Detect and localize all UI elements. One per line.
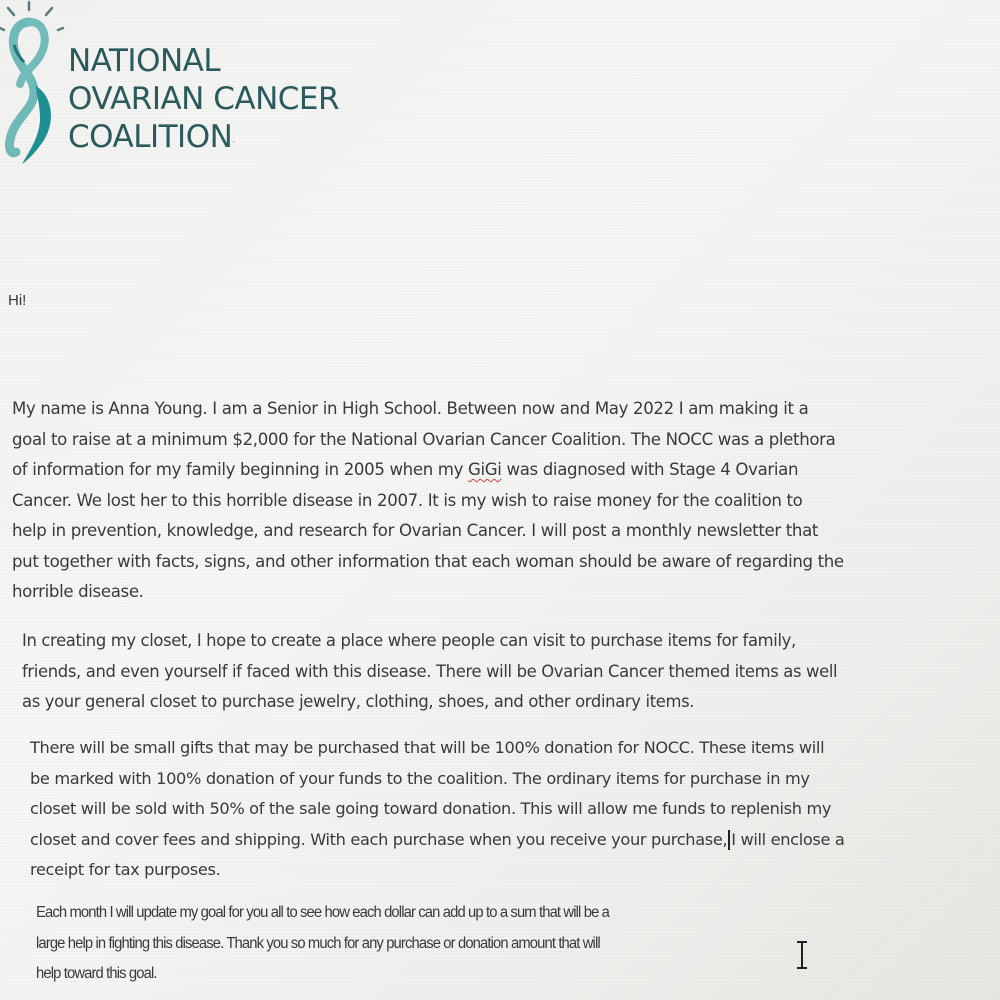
text-line: large help in fighting this disease. Thank you so much for any purchase or donation amount that will xyxy=(36,934,600,952)
nocc-logo xyxy=(0,0,380,170)
misspelled-word[interactable]: GiGi xyxy=(468,460,502,479)
paragraph-intro xyxy=(12,394,844,608)
text-line: Each month I will update my goal for you all to see how each dollar can add up to a sum that will be a xyxy=(36,904,610,921)
text-line: My name is Anna Young. I am a Senior in High School. Between now and May 2022 I am making it a xyxy=(12,399,809,418)
paragraph-monthly-goal xyxy=(36,898,609,990)
text-line: In creating my closet, I hope to create a place where people can visit to purchase items for family, xyxy=(22,631,796,650)
text-line xyxy=(12,455,844,486)
text-line xyxy=(30,825,844,856)
org-name-line2: OVARIAN CANCER xyxy=(68,81,340,117)
paragraph-closet xyxy=(22,626,837,718)
org-name xyxy=(68,42,339,156)
text-caret xyxy=(728,830,730,850)
greeting: Hi! xyxy=(8,292,27,309)
text-line-end: was diagnosed with Stage 4 Ovarian xyxy=(501,460,799,479)
text-line-start: closet and cover fees and shipping. With each purchase when you receive your purchase, xyxy=(30,829,728,849)
text-line: help toward this goal. xyxy=(36,965,157,982)
text-line: Cancer. We lost her to this horrible disease in 2007. It is my wish to raise money for the coalition to xyxy=(12,490,803,510)
text-line-start: of information for my family beginning in 2005 when my xyxy=(12,460,469,479)
text-line: friends, and even yourself if faced with this disease. There will be Ovarian Cancer themed items as well xyxy=(22,661,838,681)
text-line: put together with facts, signs, and other information that each woman should be aware of regarding the xyxy=(12,551,844,571)
text-line: receipt for tax purposes. xyxy=(30,860,221,879)
teal-ribbon-icon xyxy=(0,0,70,170)
text-line: closet will be sold with 50% of the sale going toward donation. This will allow me funds to replenish my xyxy=(30,799,832,818)
paragraph-donations xyxy=(30,733,844,886)
org-name-line1: NATIONAL xyxy=(68,43,221,79)
text-line: horrible disease. xyxy=(12,582,144,601)
text-line-end: I will enclose a xyxy=(731,829,845,849)
text-line: help in prevention, knowledge, and research for Ovarian Cancer. I will post a monthly newsletter that xyxy=(12,521,819,540)
org-name-line3 xyxy=(68,118,339,156)
trademark-mark: · xyxy=(232,138,235,147)
text-line: There will be small gifts that may be purchased that will be 100% donation for NOCC. These items will xyxy=(30,738,825,757)
text-line: as your general closet to purchase jewelry, clothing, shoes, and other ordinary items. xyxy=(22,692,695,711)
text-line: goal to raise at a minimum $2,000 for the National Ovarian Cancer Coalition. The NOCC was a plethora xyxy=(12,429,836,449)
org-name-line3-text: COALITION xyxy=(68,119,233,155)
ibeam-cursor-icon xyxy=(795,940,809,970)
text-line: be marked with 100% donation of your funds to the coalition. The ordinary items for purchase in my xyxy=(30,768,810,788)
